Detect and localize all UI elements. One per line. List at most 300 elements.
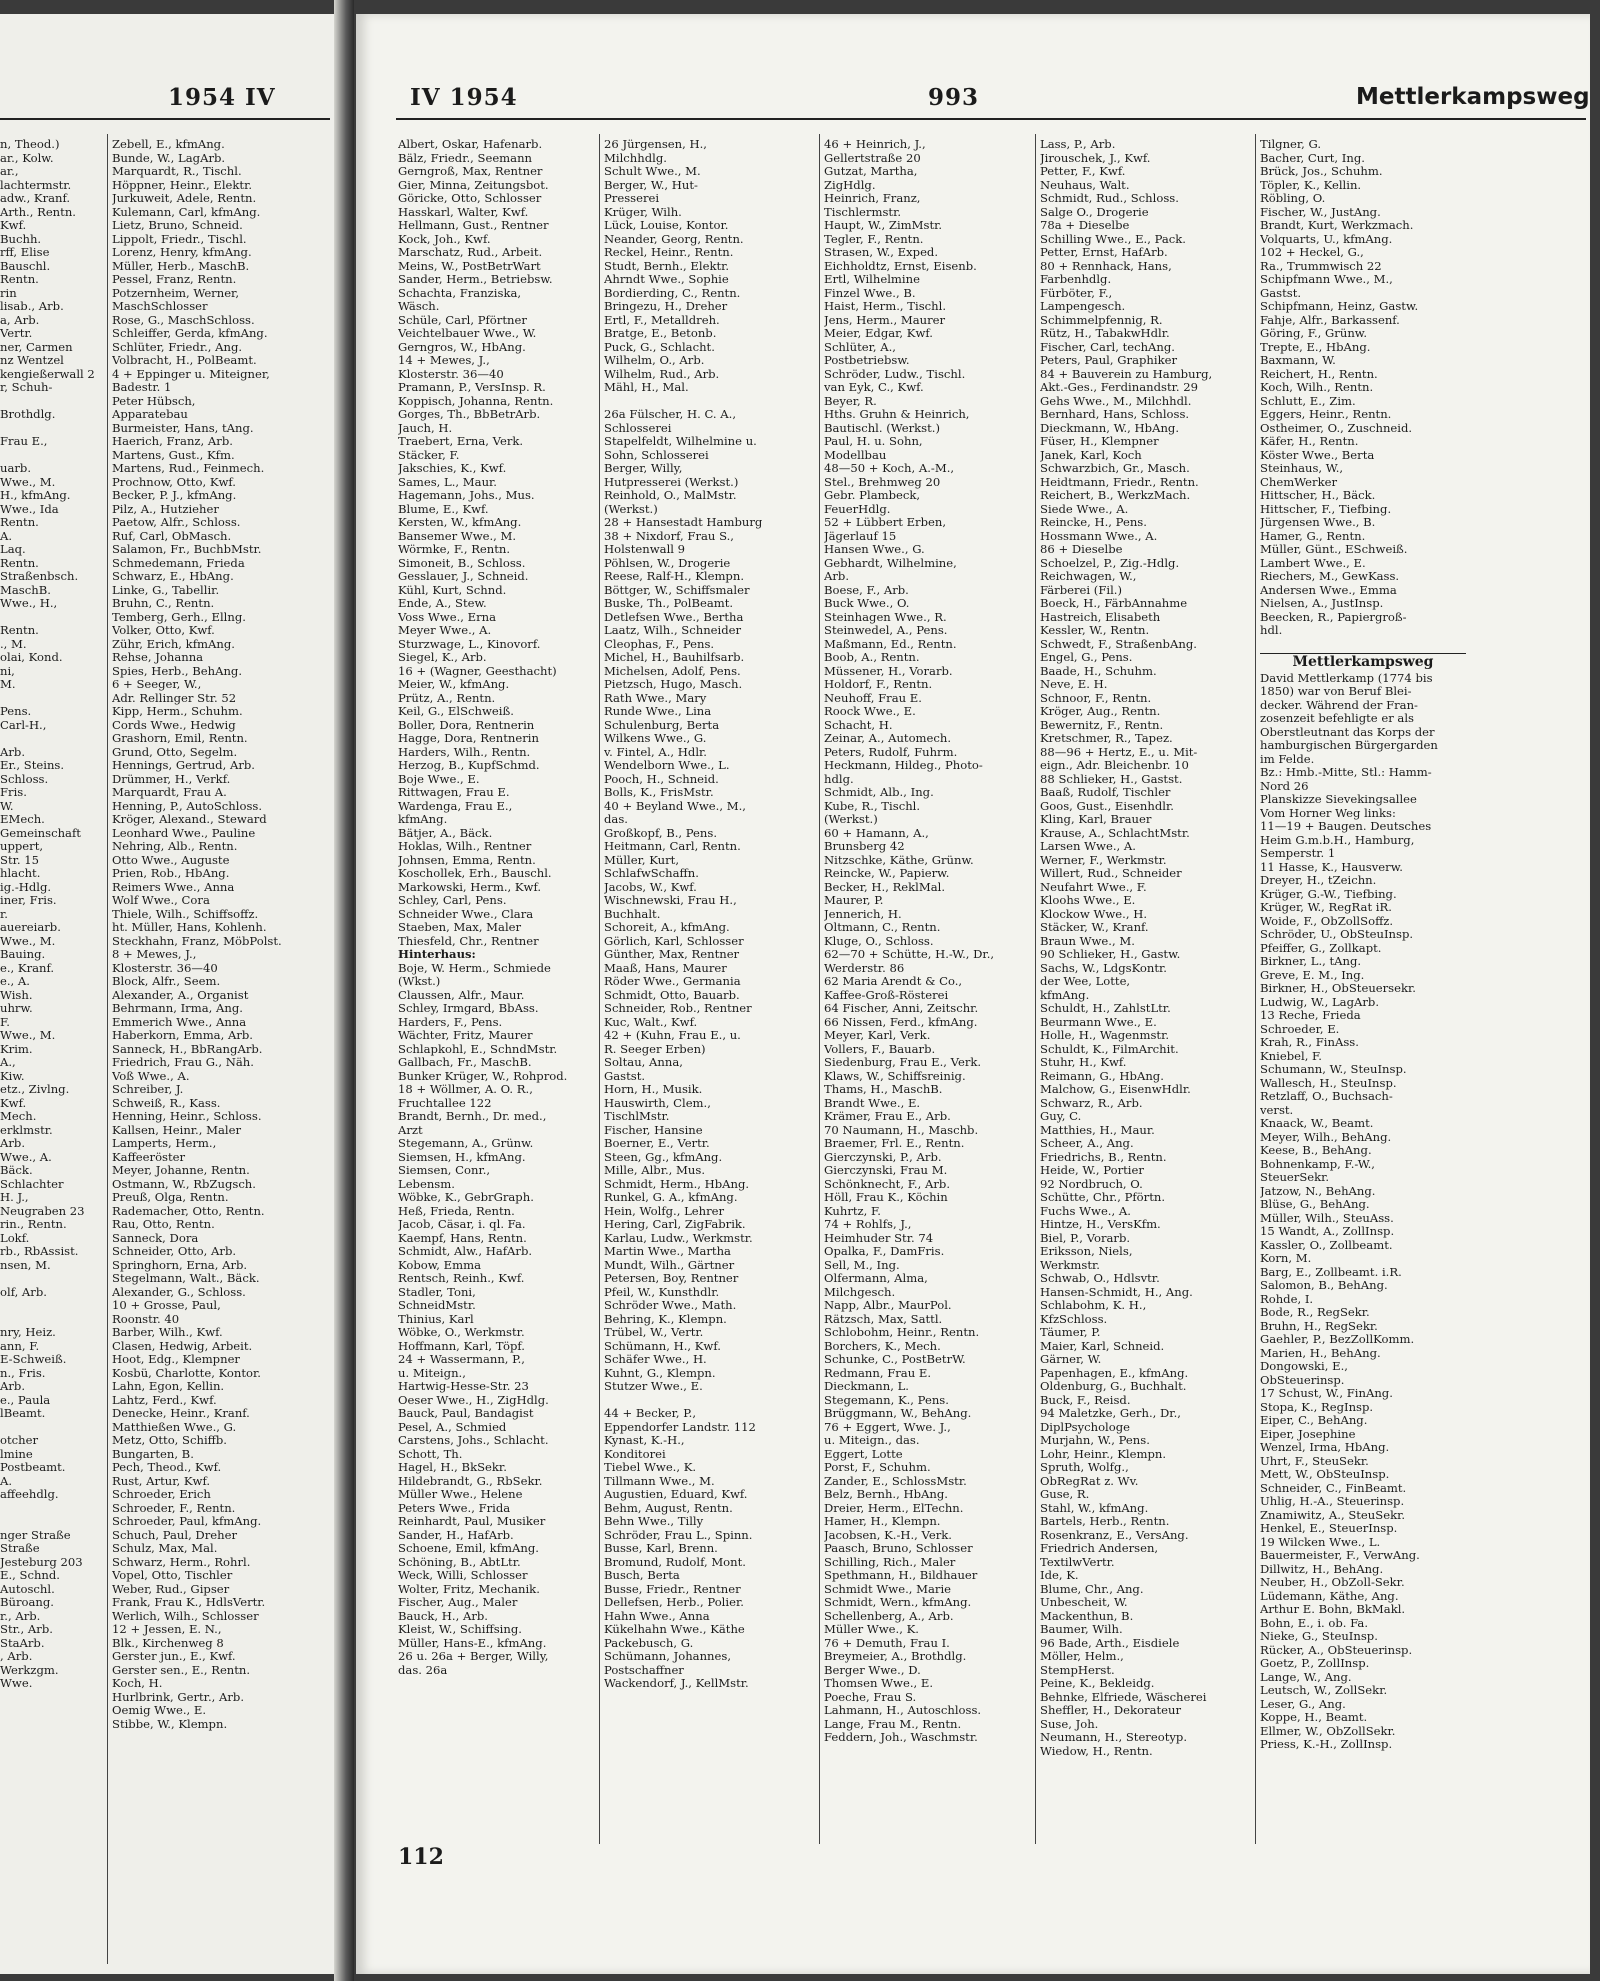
directory-entry: Uhlig, H.-A., Steuerinsp. xyxy=(1260,1495,1405,1508)
directory-entry: Färberei (Fil.) xyxy=(1040,583,1122,597)
directory-entry: Kwf. xyxy=(0,1096,27,1110)
directory-entry: Horn, H., Musik. xyxy=(604,1083,703,1096)
directory-entry: Weck, Willi, Schlosser xyxy=(398,1569,528,1582)
directory-entry: Brandt, Kurt, Werkzmach. xyxy=(1260,219,1414,232)
directory-entry: Rütz, H., TabakwHdlr. xyxy=(1040,327,1170,340)
directory-entry: Volbracht, H., PolBeamt. xyxy=(112,354,257,367)
directory-entry: Lambert Wwe., E. xyxy=(1260,556,1366,570)
directory-entry: Fris. xyxy=(0,786,27,799)
directory-entry: Blüse, G., BehAng. xyxy=(1260,1198,1370,1211)
directory-entry: Pech, Theod., Kwf. xyxy=(112,1461,222,1474)
directory-entry: Heß, Frieda, Rentn. xyxy=(398,1204,515,1218)
directory-entry: Grund, Otto, Segelm. xyxy=(112,745,238,759)
directory-entry: Poeche, Frau S. xyxy=(824,1690,917,1704)
directory-entry: Wenzel, Irma, HbAng. xyxy=(1260,1441,1390,1454)
directory-entry: Stopa, K., RegInsp. xyxy=(1260,1400,1374,1414)
directory-entry xyxy=(0,422,104,436)
directory-entry: Höll, Frau K., Köchin xyxy=(824,1191,948,1204)
directory-entry: Er., Steins. xyxy=(0,759,65,772)
directory-entry: Bunde, W., LagArb. xyxy=(112,151,226,165)
directory-entry: Meier, W., kfmAng. xyxy=(398,678,510,691)
directory-entry: Staeben, Max, Maler xyxy=(398,921,522,934)
directory-entry: Werkzgm. xyxy=(0,1663,59,1677)
directory-entry: Schoene, Emil, kfmAng. xyxy=(398,1542,539,1555)
directory-entry: Bratge, E., Betonb. xyxy=(604,327,717,340)
directory-entry: Martens, Gust., Kfm. xyxy=(112,448,235,462)
directory-entry: Salomon, B., BehAng. xyxy=(1260,1279,1388,1292)
directory-entry: kfmAng. xyxy=(1040,988,1090,1002)
directory-entry: Opalka, F., DamFris. xyxy=(824,1245,945,1258)
directory-entry: Milchhdlg. xyxy=(604,151,667,165)
directory-entry: Meyer, Johanne, Rentn. xyxy=(112,1164,250,1177)
directory-entry: ar., Kolw. xyxy=(0,151,54,165)
directory-entry: Augustien, Eduard, Kwf. xyxy=(604,1488,748,1501)
directory-entry: Buchh. xyxy=(0,232,42,246)
directory-entry xyxy=(0,611,104,625)
directory-entry: Wwe. xyxy=(0,1677,33,1690)
directory-entry: Gesslauer, J., Schneid. xyxy=(398,570,529,583)
directory-entry: Trübel, W., Vertr. xyxy=(604,1326,704,1339)
directory-entry: Kaempf, Hans, Rentn. xyxy=(398,1231,527,1245)
directory-entry: Straßenbsch. xyxy=(0,570,79,583)
directory-entry: Sanneck, H., BbRangArb. xyxy=(112,1042,263,1056)
directory-entry: nz Wentzel xyxy=(0,354,64,367)
directory-entry: Farbenhdlg. xyxy=(1040,273,1112,286)
directory-entry: Marschatz, Rud., Arbeit. xyxy=(398,246,543,259)
directory-entry: 84 + Bauverein zu Hamburg, xyxy=(1040,367,1213,381)
directory-entry: M. xyxy=(0,678,16,691)
directory-entry: Keil, G., ElSchweiß. xyxy=(398,705,514,718)
directory-entry: 19 Wilcken Wwe., L. xyxy=(1260,1535,1381,1549)
directory-entry: Friedrichs, B., Rentn. xyxy=(1040,1150,1167,1164)
directory-entry: hdlg. xyxy=(824,772,854,786)
directory-entry: 8 + Mewes, J., xyxy=(112,948,197,961)
directory-entry: Wackendorf, J., KellMstr. xyxy=(604,1677,749,1690)
directory-entry: Wilhelm, O., Arb. xyxy=(604,354,705,367)
directory-entry: Werderstr. 86 xyxy=(824,961,905,975)
directory-entry: lisab., Arb. xyxy=(0,300,64,313)
directory-entry: Hintze, H., VersKfm. xyxy=(1040,1218,1161,1231)
directory-entry: Murjahn, W., Pens. xyxy=(1040,1434,1150,1447)
directory-entry: Schlüter, Friedr., Ang. xyxy=(112,340,243,354)
directory-entry: Ellmer, W., ObZollSekr. xyxy=(1260,1724,1396,1738)
directory-entry: Schroeder, Erich xyxy=(112,1488,211,1501)
directory-entry: Steinhaus, W., xyxy=(1260,462,1344,475)
directory-entry: Olfermann, Alma, xyxy=(824,1272,928,1285)
directory-entry: Schwarz, R., Arb. xyxy=(1040,1096,1143,1110)
directory-entry: Lange, Frau M., Rentn. xyxy=(824,1717,962,1731)
directory-entry: Frank, Frau K., HdlsVertr. xyxy=(112,1596,266,1609)
directory-entry: Schumann, W., SteuInsp. xyxy=(1260,1063,1407,1076)
directory-entry: Bz.: Hmb.-Mitte, Stl.: Hamm- xyxy=(1260,766,1432,779)
left-page xyxy=(0,14,334,1974)
directory-entry: kengießerwall 2 xyxy=(0,367,95,381)
directory-entry: Käfer, H., Rentn. xyxy=(1260,435,1359,448)
directory-entry: Pilz, A., Hutzieher xyxy=(112,502,219,516)
directory-entry: KfzSchloss. xyxy=(1040,1312,1108,1326)
directory-entry: Hahn Wwe., Anna xyxy=(604,1609,710,1623)
directory-entry: Tillmann Wwe., M. xyxy=(604,1474,715,1488)
directory-entry: Kaffeeröster xyxy=(112,1150,186,1164)
directory-entry: Feddern, Joh., Waschmstr. xyxy=(824,1731,978,1744)
directory-entry: Krim. xyxy=(0,1042,33,1056)
directory-entry: Wöbke, O., Werkmstr. xyxy=(398,1326,525,1339)
directory-entry: Reichert, H., Rentn. xyxy=(1260,367,1378,381)
column-divider-1 xyxy=(599,134,600,1844)
directory-entry: Blk., Kirchenweg 8 xyxy=(112,1636,224,1650)
directory-entry: A. xyxy=(0,529,13,543)
directory-entry: Block, Alfr., Seem. xyxy=(112,975,221,988)
directory-entry: Alexander, G., Schloss. xyxy=(112,1285,246,1299)
directory-entry: Siemsen, Conr., xyxy=(398,1164,491,1177)
directory-entry: Goos, Gust., Eisenhdlr. xyxy=(1040,799,1174,813)
directory-entry: Roonstr. 40 xyxy=(112,1312,180,1326)
directory-entry: Koch, H. xyxy=(112,1677,163,1690)
directory-entry: Hossmann Wwe., A. xyxy=(1040,529,1158,543)
directory-entry: Heckmann, Hildeg., Photo- xyxy=(824,759,983,772)
directory-entry: Rath Wwe., Mary xyxy=(604,691,707,705)
directory-entry: Laatz, Wilh., Schneider xyxy=(604,624,742,637)
directory-entry: Boerner, E., Vertr. xyxy=(604,1137,710,1150)
directory-entry: Beyer, R. xyxy=(824,394,877,408)
directory-entry: 102 + Heckel, G., xyxy=(1260,246,1364,259)
directory-entry: Postbetriebsw. xyxy=(824,354,910,367)
directory-entry: 92 Nordbruch, O. xyxy=(1040,1177,1143,1191)
directory-entry: 78a + Dieselbe xyxy=(1040,219,1130,232)
directory-entry: Rittwagen, Frau E. xyxy=(398,786,510,799)
directory-entry: Schlüter, A., xyxy=(824,340,896,354)
directory-entry: Vertr. xyxy=(0,327,33,340)
directory-entry: Jacob, Cäsar, i. ql. Fa. xyxy=(398,1218,526,1231)
directory-entry: Kosbü, Charlotte, Kontor. xyxy=(112,1366,261,1380)
directory-entry: Schwarzbich, Gr., Masch. xyxy=(1040,462,1190,475)
left-column-divider xyxy=(107,134,108,1964)
directory-entry: Siemsen, H., kfmAng. xyxy=(398,1150,526,1164)
directory-entry: Stadler, Toni, xyxy=(398,1285,476,1299)
directory-entry xyxy=(0,732,104,746)
directory-entry: Hansen Wwe., G. xyxy=(824,543,925,556)
directory-entry: Werkmstr. xyxy=(1040,1258,1100,1272)
directory-entry: r, Schuh- xyxy=(0,381,53,394)
directory-entry: Schoreit, A., kfmAng. xyxy=(604,921,730,934)
directory-entry: Springhorn, Erna, Arb. xyxy=(112,1258,248,1272)
directory-entry: Schipfmann Wwe., M., xyxy=(1260,273,1393,286)
directory-entry: Beurmann Wwe., E. xyxy=(1040,1015,1157,1029)
directory-entry: Pooch, H., Schneid. xyxy=(604,772,719,786)
directory-entry: Riechers, M., GewKass. xyxy=(1260,570,1400,583)
directory-entry: Oeser Wwe., H., ZigHdlg. xyxy=(398,1393,549,1407)
directory-entry: Bälz, Friedr., Seemann xyxy=(398,151,533,165)
directory-entry: Baaß, Rudolf, Tischler xyxy=(1040,786,1171,799)
directory-entry: 80 + Rennhack, Hans, xyxy=(1040,259,1172,273)
directory-entry: Werner, F., Werkmstr. xyxy=(1040,853,1167,867)
directory-entry: Schmidt, Herm., HbAng. xyxy=(604,1177,750,1191)
directory-entry: Henning, P., AutoSchloss. xyxy=(112,799,263,813)
directory-entry: 40 + Beyland Wwe., M., xyxy=(604,799,746,813)
directory-entry: Bauck, H., Arb. xyxy=(398,1609,488,1623)
directory-entry: Stegelmann, Walt., Bäck. xyxy=(112,1272,260,1285)
directory-entry: Rentn. xyxy=(0,624,39,637)
directory-entry: Beecken, R., Papiergroß- xyxy=(1260,610,1407,624)
directory-entry: Wöbke, K., GebrGraph. xyxy=(398,1191,534,1204)
directory-entry: Schümann, H., Kwf. xyxy=(604,1339,721,1353)
directory-entry: Schott, Th. xyxy=(398,1447,463,1461)
directory-entry: 62 Maria Arendt & Co., xyxy=(824,975,963,988)
directory-entry: Meyer, Wilh., BehAng. xyxy=(1260,1130,1392,1144)
directory-entry: Schley, Carl, Pens. xyxy=(398,894,507,907)
directory-entry: kfmAng. xyxy=(398,813,448,826)
directory-entry: Töpler, K., Kellin. xyxy=(1260,178,1362,192)
directory-entry: Korn, M. xyxy=(1260,1252,1312,1265)
directory-entry: Willert, Rud., Schneider xyxy=(1040,867,1182,880)
directory-entry: Schröder, Ludw., Tischl. xyxy=(824,367,966,381)
directory-entry: Bohn, E., i. ob. Fa. xyxy=(1260,1616,1369,1630)
directory-entry: Gierczynski, P., Arb. xyxy=(824,1150,942,1164)
directory-entry: Thinius, Karl xyxy=(398,1312,474,1326)
directory-entry: Reincke, H., Pens. xyxy=(1040,516,1147,529)
directory-entry: Dongowski, E., xyxy=(1260,1360,1348,1373)
directory-entry: Grashorn, Emil, Rentn. xyxy=(112,732,248,745)
directory-entry: Koppe, H., Beamt. xyxy=(1260,1711,1368,1724)
directory-entry: Reichwagen, W., xyxy=(1040,570,1137,583)
directory-entry: Presserei xyxy=(604,192,660,205)
directory-entry: Matthießen Wwe., G. xyxy=(112,1420,237,1434)
directory-entry: ann, F. xyxy=(0,1339,40,1353)
directory-entry: Otto Wwe., Auguste xyxy=(112,853,230,867)
directory-entry: Schwarz, E., HbAng. xyxy=(112,570,234,583)
directory-entry: a, Arb. xyxy=(0,313,40,327)
left-page-header: 1954 IV xyxy=(168,84,276,111)
directory-entry: Hittscher, H., Bäck. xyxy=(1260,489,1376,502)
directory-entry: Thiesfeld, Chr., Rentner xyxy=(398,934,539,948)
directory-entry: Bungarten, B. xyxy=(112,1447,194,1461)
directory-entry: Voss Wwe., Erna xyxy=(398,610,497,624)
directory-entry: Puck, G., Schlacht. xyxy=(604,340,715,354)
directory-entry: Wardenga, Frau E., xyxy=(398,799,513,813)
directory-entry: uhrw. xyxy=(0,1002,33,1015)
directory-entry: 14 + Mewes, J., xyxy=(398,354,490,367)
directory-entry: 88—96 + Hertz, E., u. Mit- xyxy=(1040,745,1198,759)
directory-entry: Stegemann, A., Grünw. xyxy=(398,1137,534,1150)
directory-entry: Müssener, H., Vorarb. xyxy=(824,664,953,678)
directory-entry: Jurkuweit, Adele, Rentn. xyxy=(112,192,257,205)
directory-entry: Jauch, H. xyxy=(398,421,453,435)
directory-entry: Johnsen, Emma, Rentn. xyxy=(398,853,536,867)
directory-entry: Rentn. xyxy=(0,556,39,570)
right-page xyxy=(356,14,1590,1974)
directory-entry: 16 + (Wagner, Geesthacht) xyxy=(398,664,557,678)
directory-entry: Schümann, Johannes, xyxy=(604,1650,732,1663)
directory-entry: Zeinar, A., Automech. xyxy=(824,732,952,745)
directory-entry: Jürgensen Wwe., B. xyxy=(1260,516,1376,529)
directory-entry: Bringezu, H., Dreher xyxy=(604,300,728,313)
directory-entry: Maaß, Hans, Maurer xyxy=(604,961,727,975)
directory-entry: Greve, E. M., Ing. xyxy=(1260,968,1365,982)
directory-entry: Schunke, C., PostBetrW. xyxy=(824,1353,966,1366)
directory-entry: Badestr. 1 xyxy=(112,381,172,394)
directory-entry: Drümmer, H., Verkf. xyxy=(112,772,231,786)
directory-entry: Bromund, Rudolf, Mont. xyxy=(604,1555,746,1569)
directory-entry: Schellenberg, A., Arb. xyxy=(824,1609,954,1623)
directory-entry: Hinterhaus: xyxy=(398,948,476,961)
directory-entry: Berger, Willy, xyxy=(604,462,683,475)
directory-entry: Werlich, Wilh., Schlosser xyxy=(112,1609,259,1623)
directory-entry: adw., Kranf. xyxy=(0,192,71,205)
directory-entry: van Eyk, C., Kwf. xyxy=(824,381,924,394)
directory-entry: Bauing. xyxy=(0,948,46,961)
directory-entry: Schlabohm, K. H., xyxy=(1040,1299,1147,1312)
directory-entry: Paetow, Alfr., Schloss. xyxy=(112,516,241,529)
directory-entry: Petter, Ernst, HafArb. xyxy=(1040,246,1168,259)
directory-entry: Kersten, W., kfmAng. xyxy=(398,516,522,529)
directory-entry: Kynast, K.-H., xyxy=(604,1434,685,1447)
directory-entry: Janek, Karl, Koch xyxy=(1040,448,1142,462)
directory-entry xyxy=(0,395,104,409)
directory-entry: Weber, Rud., Gipser xyxy=(112,1582,230,1596)
directory-entry: u. Miteign., das. xyxy=(824,1434,920,1447)
directory-entry: Mähl, H., Mal. xyxy=(604,381,689,394)
directory-entry: ni, xyxy=(0,664,15,678)
directory-entry: Wolter, Fritz, Mechanik. xyxy=(398,1582,540,1596)
directory-entry: Goetz, P., ZollInsp. xyxy=(1260,1657,1370,1670)
directory-entry: 48—50 + Koch, A.-M., xyxy=(824,462,955,475)
directory-entry: Kuc, Walt., Kwf. xyxy=(604,1015,698,1029)
directory-entry: Claussen, Alfr., Maur. xyxy=(398,988,525,1002)
directory-entry: SteuerSekr. xyxy=(1260,1171,1330,1184)
directory-entry: Temberg, Gerh., Ellng. xyxy=(112,610,246,624)
directory-entry: Tegler, F., Rentn. xyxy=(824,232,924,246)
directory-entry: 12 + Jessen, E. N., xyxy=(112,1623,222,1636)
directory-entry: StaArb. xyxy=(0,1636,45,1650)
directory-entry: Schulz, Max, Mal. xyxy=(112,1542,218,1555)
directory-entry: Kniebel, F. xyxy=(1260,1049,1322,1063)
directory-entry: TischlMstr. xyxy=(604,1110,670,1123)
directory-entry: Kock, Joh., Kwf. xyxy=(398,232,491,246)
directory-entry: Jirouschek, J., Kwf. xyxy=(1040,151,1151,165)
directory-entry: Rehse, Johanna xyxy=(112,651,204,664)
directory-entry: Wwe., M. xyxy=(0,475,56,489)
directory-entry: Wish. xyxy=(0,988,33,1002)
directory-entry: SchneidMstr. xyxy=(398,1299,476,1312)
directory-entry: Marquardt, R., Tischl. xyxy=(112,165,242,178)
directory-entry: Gellertstraße 20 xyxy=(824,151,921,165)
directory-entry: Peters Wwe., Frida xyxy=(398,1501,511,1515)
directory-entry: Peters, Paul, Graphiker xyxy=(1040,354,1178,367)
directory-entry: Behring, K., Klempn. xyxy=(604,1312,727,1326)
directory-entry: Schmidt Wwe., Marie xyxy=(824,1582,952,1596)
directory-entry: Uhrt, F., SteuSekr. xyxy=(1260,1454,1369,1468)
directory-entry: Müller, Herb., MaschB. xyxy=(112,259,250,273)
directory-entry: Wörmke, F., Rentn. xyxy=(398,543,511,556)
directory-entry: decker. Während der Fran- xyxy=(1260,698,1418,712)
directory-entry: 42 + (Kuhn, Frau E., u. xyxy=(604,1029,741,1042)
directory-entry: 11 Hasse, K., Hausverw. xyxy=(1260,860,1403,874)
directory-entry: Meyer Wwe., A. xyxy=(398,624,492,637)
footer-page-number: 112 xyxy=(398,1844,444,1870)
page-number: 993 xyxy=(928,84,980,111)
directory-entry: Salge O., Drogerie xyxy=(1040,205,1149,219)
directory-entry: Ertl, F., Metalldreh. xyxy=(604,313,720,327)
directory-entry: 13 Reche, Frieda xyxy=(1260,1009,1361,1022)
directory-entry: Finzel Wwe., B. xyxy=(824,286,916,300)
directory-entry: Bauschl. xyxy=(0,259,51,273)
directory-entry: Fahje, Alfr., Barkassenf. xyxy=(1260,313,1400,327)
directory-entry: Oldenburg, G., Buchhalt. xyxy=(1040,1380,1187,1393)
directory-entry: Boje, W. Herm., Schmiede xyxy=(398,961,551,975)
directory-entry: Müller, Kurt, xyxy=(604,853,680,867)
directory-entry: Thams, H., MaschB. xyxy=(824,1083,943,1096)
directory-entry: Kluge, O., Schloss. xyxy=(824,934,934,948)
directory-entry: Frau E., xyxy=(0,435,48,448)
directory-entry: Boeck, H., FärbAnnahme xyxy=(1040,597,1188,610)
directory-entry: Schwab, O., Hdlsvtr. xyxy=(1040,1272,1160,1285)
directory-entry: Schüle, Carl, Pförtner xyxy=(398,313,527,327)
directory-entry: Brandt Wwe., E. xyxy=(824,1096,921,1110)
directory-entry: Dillwitz, H., BehAng. xyxy=(1260,1562,1384,1576)
directory-entry: 60 + Hamann, A., xyxy=(824,826,929,840)
directory-entry: Breymeier, A., Brothdlg. xyxy=(824,1650,967,1663)
directory-entry: n, Theod.) xyxy=(0,138,60,151)
directory-entry: Peine, K., Bekleidg. xyxy=(1040,1677,1155,1690)
directory-entry: Boese, F., Arb. xyxy=(824,583,909,597)
directory-entry: Neufahrt Wwe., F. xyxy=(1040,880,1147,894)
directory-entry: , Arb. xyxy=(0,1650,33,1663)
directory-entry: Mech. xyxy=(0,1110,37,1123)
directory-entry: Hasskarl, Walter, Kwf. xyxy=(398,205,529,219)
directory-entry: Gallbach, Fr., MaschB. xyxy=(398,1056,532,1069)
directory-entry xyxy=(0,1502,104,1516)
directory-entry: Steinhagen Wwe., R. xyxy=(824,610,947,624)
directory-entry: Nielsen, A., JustInsp. xyxy=(1260,597,1384,610)
directory-entry: Kassler, O., Zollbeamt. xyxy=(1260,1238,1393,1252)
directory-entry: (Werkst.) xyxy=(604,502,658,516)
directory-entry: Bansemer Wwe., M. xyxy=(398,529,517,543)
directory-entry: Mett, W., ObSteuInsp. xyxy=(1260,1468,1390,1481)
directory-entry: uarb. xyxy=(0,462,32,475)
directory-entry: Papenhagen, E., kfmAng. xyxy=(1040,1366,1189,1380)
directory-entry: Becker, H., ReklMal. xyxy=(824,880,946,894)
directory-entry: Birkner, H., ObSteuersekr. xyxy=(1260,982,1416,995)
directory-entry: Zebell, E., kfmAng. xyxy=(112,138,225,151)
directory-entry: Gastst. xyxy=(604,1069,646,1083)
right-column-5 xyxy=(1260,138,1466,1752)
directory-entry: Kloohs Wwe., E. xyxy=(1040,894,1136,907)
directory-entry: Brüggmann, W., BehAng. xyxy=(824,1407,972,1420)
directory-entry: Siegel, K., Arb. xyxy=(398,651,487,664)
directory-entry: Wilhelm, Rud., Arb. xyxy=(604,367,720,381)
directory-entry: Bohnenkamp, F.-W., xyxy=(1260,1157,1375,1171)
directory-entry: Schöning, B., AbtLtr. xyxy=(398,1555,521,1569)
directory-entry: 6 + Seeger, W., xyxy=(112,678,202,691)
directory-entry: Tischlermstr. xyxy=(824,205,902,219)
directory-entry: Wilkens Wwe., G. xyxy=(604,732,707,745)
directory-entry: Wäsch. xyxy=(398,300,440,313)
directory-entry: Sander, H., HafArb. xyxy=(398,1528,514,1542)
directory-entry: 74 + Rohlfs, J., xyxy=(824,1218,912,1231)
directory-entry: Dieckmann, L. xyxy=(824,1380,909,1393)
directory-entry: olf, Arb. xyxy=(0,1285,47,1299)
directory-entry xyxy=(0,1299,104,1313)
directory-entry: Schachta, Franziska, xyxy=(398,286,522,300)
directory-entry: R. Seeger Erben) xyxy=(604,1042,706,1056)
directory-entry: Oltmann, C., Rentn. xyxy=(824,921,941,934)
directory-entry: Krüger, Wilh. xyxy=(604,205,682,219)
directory-entry: ZigHdlg. xyxy=(824,178,876,192)
directory-entry: Znamiwitz, A., SteuSekr. xyxy=(1260,1508,1406,1522)
directory-entry: Vollers, F., Bauarb. xyxy=(824,1042,936,1056)
directory-entry: Schmidt, Alw., HafArb. xyxy=(398,1245,533,1258)
directory-entry: Steckhahn, Franz, MöbPolst. xyxy=(112,934,282,948)
